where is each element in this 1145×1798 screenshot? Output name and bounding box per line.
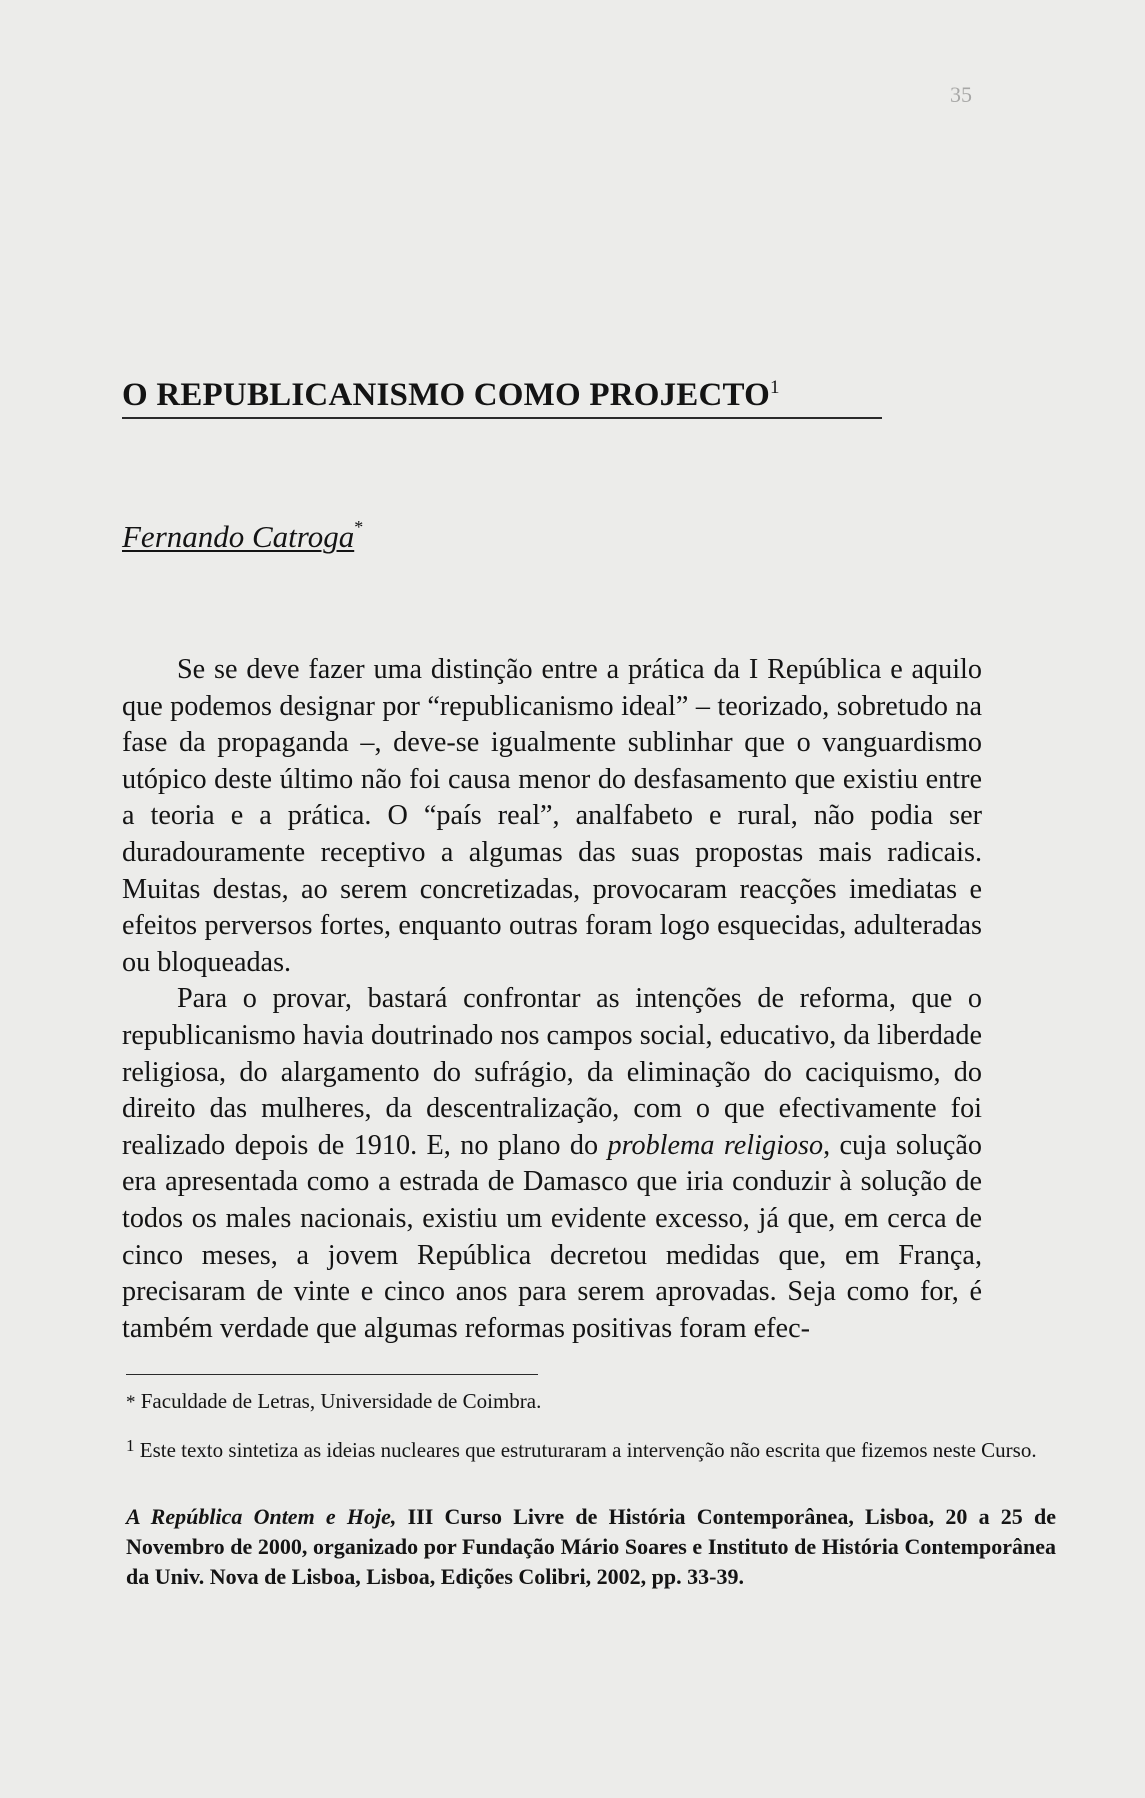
article-body (122, 652, 982, 1347)
article-title (122, 368, 882, 419)
article-title-text: O REPUBLICANISMO COMO PROJECTO (122, 377, 771, 413)
footnote-author-text: Faculdade de Letras, Universidade de Coimbra. (140, 1389, 542, 1413)
citation-book-title: A República Ontem e Hoje, (126, 1504, 397, 1529)
body-paragraph-2 (122, 981, 982, 1347)
footnote-1-text: Este texto sintetiza as ideias nucleares que estruturaram a intervenção não escrita que fizemos neste Curso. (139, 1438, 1037, 1462)
footnote-1 (126, 1432, 1056, 1464)
footnote-divider (126, 1374, 538, 1375)
source-citation (126, 1502, 1056, 1592)
title-note-marker[interactable]: 1 (770, 377, 780, 398)
page-number: 35 (950, 82, 972, 107)
author-name: Fernando Catroga (122, 519, 355, 554)
footnote-author-marker: * (126, 1392, 136, 1413)
body-paragraph-1: Se se deve fazer uma distinção entre a prática da I República e aquilo que podemos designar por “republicanismo ideal” – teorizado, sobretudo na fase da propaganda –, deve-se igualmente sublinhar que o vanguardismo utópico deste último não foi causa menor do desfasamento que existiu entre a teoria e a prática. O “país real”, analfabeto e rural, não podia ser duradouramente receptivo a algumas das suas propostas mais radicais. Muitas destas, ao serem concretizadas, provocaram reacções imediatas e efeitos perversos fortes, enquanto outras foram logo esquecidas, adulteradas ou bloqueadas. (122, 654, 982, 978)
body-paragraph-2-part-a: Para o provar, bastará confrontar as intenções de reforma, que o republicanismo havia doutrinado nos campos social, educativo, da liberdade religiosa, do alargamento do sufrágio, da eliminação do caciquismo, do direito das mulheres, da descentralização, com o que efectivamente foi realizado depois de 1910. E, no plano do (122, 983, 982, 1161)
body-paragraph-2-part-b: , cuja solução era apresentada como a estrada de Damasco que iria conduzir à solução de todos os males nacionais, existiu um evidente excesso, já que, em cerca de cinco meses, a jovem República decretou medidas que, em França, precisaram de vinte e cinco anos para serem aprovadas. Seja como for, é também verdade que algumas reformas positivas foram efec- (122, 1129, 982, 1344)
author-note-marker[interactable]: * (354, 517, 364, 537)
citation-details: III Curso Livre de História Contemporânea, Lisboa, 20 a 25 de Novembro de 2000, organizado por Fundação Mário Soares e Instituto de História Contemporânea da Univ. Nova de Lisboa, Lisboa, Edições Colibri, 2002, pp. 33-39. (126, 1504, 1057, 1589)
footnote-1-marker: 1 (126, 1436, 135, 1455)
article-author (122, 508, 363, 556)
emphasis-problema-religioso: problema religioso (607, 1129, 824, 1161)
footnote-author (126, 1387, 541, 1417)
